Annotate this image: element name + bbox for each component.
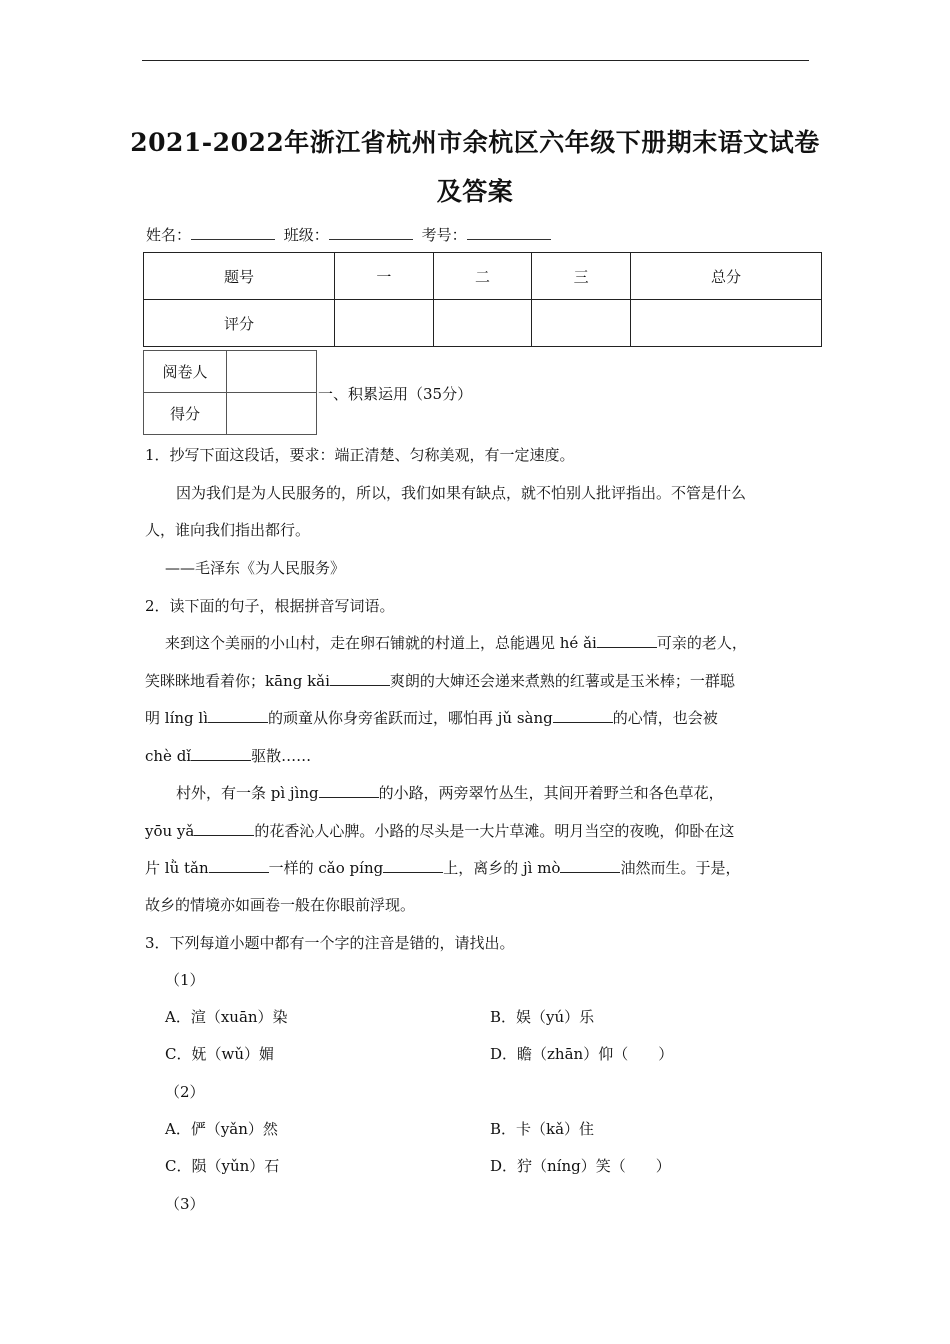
q3-subquestion: （1）: [165, 971, 205, 989]
reader-score-cell[interactable]: [227, 393, 317, 435]
q2-line: [145, 745, 311, 766]
q3-option[interactable]: D．狞（níng）笑（ ）: [490, 1157, 671, 1175]
answer-blank[interactable]: [319, 783, 379, 798]
q1-prompt: 1．抄写下面这段话，要求：端正清楚、匀称美观，有一定速度。: [145, 446, 575, 464]
answer-blank[interactable]: [191, 746, 251, 761]
q2-text: 爽朗的大婶还会递来煮熟的红薯或是玉米棒；一群聪: [389, 672, 735, 690]
q2-text: chè dǐ: [145, 747, 192, 765]
q2-line: [145, 670, 735, 691]
q3-subquestion: （3）: [165, 1195, 205, 1213]
score-table: [143, 252, 822, 347]
q3-option[interactable]: D．瞻（zhān）仰（ ）: [490, 1045, 674, 1063]
q2-text: 上，离乡的 jì mò: [443, 859, 561, 877]
q1-source: ——毛泽东《为人民服务》: [165, 559, 346, 577]
reader-table: [143, 350, 317, 435]
answer-blank[interactable]: [330, 671, 390, 686]
q2-prompt: 2．读下面的句子，根据拼音写词语。: [145, 597, 395, 615]
q2-line: [145, 707, 718, 728]
name-blank[interactable]: [191, 225, 275, 240]
q2-text: 驱散……: [251, 747, 312, 765]
q3-prompt: 3．下列每道小题中都有一个字的注音是错的，请找出。: [145, 934, 515, 952]
q1-passage-cont: 人，谁向我们指出都行。: [145, 521, 311, 539]
q3-option[interactable]: B．卡（kǎ）住: [490, 1120, 595, 1138]
q2-text: 的心情，也会被: [612, 709, 718, 727]
score-header-cell: 题号: [144, 253, 335, 300]
number-blank[interactable]: [467, 225, 551, 240]
q2-text: 来到这个美丽的小山村，走在卵石铺就的村道上，总能遇见 hé ǎi: [165, 634, 597, 652]
q1-passage: 因为我们是为人民服务的，所以，我们如果有缺点，就不怕别人批评指出。不管是什么: [176, 484, 747, 502]
q3-option[interactable]: C．妩（wǔ）媚: [165, 1045, 274, 1063]
q2-text: yōu yǎ: [145, 822, 195, 840]
q2-text: 村外，有一条 pì jìng: [176, 784, 319, 802]
score-header-cell: 三: [532, 253, 631, 300]
answer-blank[interactable]: [560, 858, 620, 873]
q2-text: 的小路，两旁翠竹丛生，其间开着野兰和各色草花，: [378, 784, 724, 802]
score-cell[interactable]: [532, 300, 631, 347]
q2-text: 可亲的老人，: [656, 634, 747, 652]
reader-score-label: 得分: [144, 393, 227, 435]
score-header-cell: 总分: [630, 253, 821, 300]
reader-cell[interactable]: [227, 351, 317, 393]
q2-text: 一样的 cǎo píng: [268, 859, 384, 877]
q2-line: [165, 632, 747, 653]
q2-line: [176, 782, 724, 803]
class-blank[interactable]: [329, 225, 413, 240]
q2-line: 故乡的情境亦如画卷一般在你眼前浮现。: [145, 896, 416, 914]
reader-label: 阅卷人: [144, 351, 227, 393]
q2-text: 明 líng lì: [145, 709, 208, 727]
section-title: 一、积累运用（35分）: [318, 385, 473, 403]
answer-blank[interactable]: [208, 708, 268, 723]
q2-text: 的花香沁人心脾。小路的尽头是一大片草滩。明月当空的夜晚，仰卧在这: [254, 822, 735, 840]
q2-text: 笑眯眯地看着你；kāng kǎi: [145, 672, 330, 690]
score-cell[interactable]: [335, 300, 434, 347]
answer-blank[interactable]: [209, 858, 269, 873]
score-header-cell: 一: [335, 253, 434, 300]
answer-blank[interactable]: [383, 858, 443, 873]
score-table-header-row: [144, 253, 822, 300]
score-cell[interactable]: [433, 300, 532, 347]
q3-subquestion: （2）: [165, 1083, 205, 1101]
q3-option[interactable]: B．娱（yú）乐: [490, 1008, 595, 1026]
name-label: 姓名：: [146, 226, 192, 244]
q3-option[interactable]: A．俨（yǎn）然: [165, 1120, 278, 1138]
q2-text: 片 lǜ tǎn: [145, 859, 209, 877]
score-header-cell: 二: [433, 253, 532, 300]
q2-line: [145, 857, 740, 878]
header-rule: [142, 60, 809, 61]
exam-title: 2021-2022年浙江省杭州市余杭区六年级下册期末语文试卷: [130, 128, 820, 157]
answer-blank[interactable]: [553, 708, 613, 723]
q3-option[interactable]: C．陨（yǔn）石: [165, 1157, 280, 1175]
score-row-label: 评分: [144, 300, 335, 347]
q2-text: 的顽童从你身旁雀跃而过，哪怕再 jǔ sàng: [268, 709, 553, 727]
q2-line: [145, 820, 734, 841]
answer-blank[interactable]: [597, 633, 657, 648]
q3-option[interactable]: A．渲（xuān）染: [165, 1008, 288, 1026]
student-info-row: [146, 224, 555, 245]
class-label: 班级：: [283, 226, 329, 244]
score-cell[interactable]: [630, 300, 821, 347]
exam-title-line2: 及答案: [436, 177, 514, 206]
number-label: 考号：: [421, 226, 467, 244]
answer-blank[interactable]: [194, 821, 254, 836]
q2-text: 油然而生。于是，: [620, 859, 741, 877]
score-table-row: [144, 300, 822, 347]
